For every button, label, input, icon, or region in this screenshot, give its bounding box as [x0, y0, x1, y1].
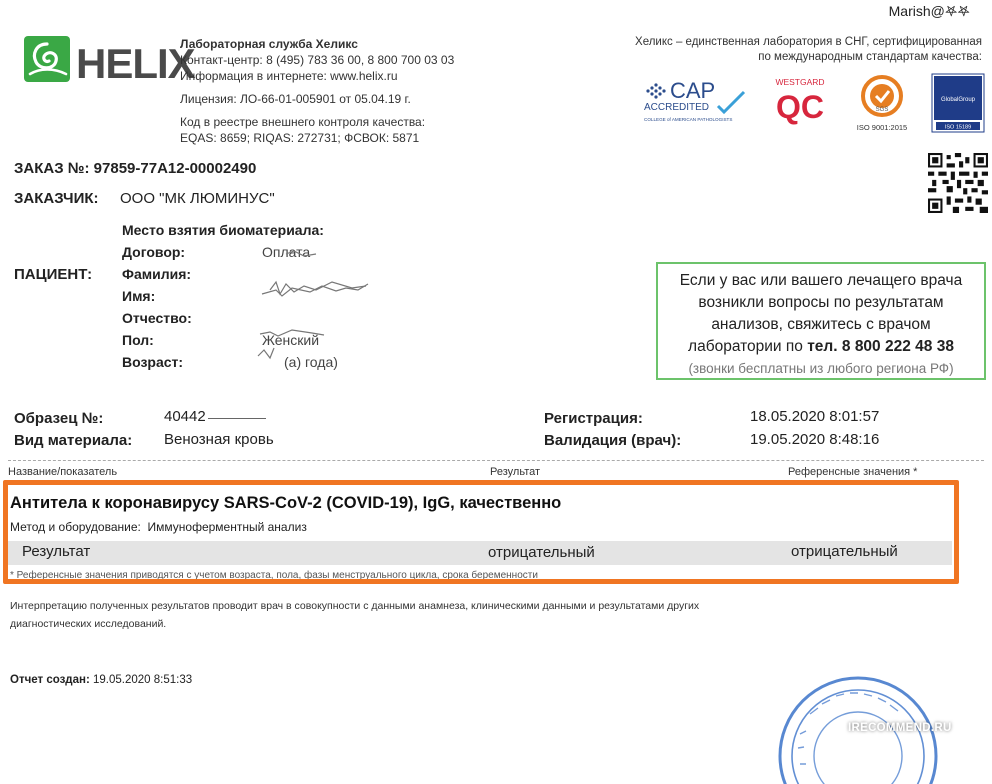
validation-label: Валидация (врач): — [544, 432, 682, 449]
lab-name: Лабораторная служба Хеликс — [180, 37, 358, 51]
svg-text:ISO 9001:2015: ISO 9001:2015 — [856, 123, 908, 132]
svg-text:SGS: SGS — [875, 107, 889, 113]
field-value: (а) года) — [284, 354, 338, 370]
field-label: Пол: — [122, 332, 154, 348]
cert-line-2: по международным стандартам качества: — [758, 51, 982, 63]
lab-registry-1: Код в реестре внешнего контроля качества: — [180, 115, 426, 129]
order-number — [14, 160, 256, 177]
report-label: Отчет создан: — [10, 674, 90, 686]
report-value: 19.05.2020 8:51:33 — [92, 674, 193, 686]
helix-logo — [24, 34, 195, 87]
column-header-reference: Референсные значения * — [788, 466, 918, 478]
lab-contact: Контакт-центр: 8 (495) 783 36 00, 8 800 700 03 03 — [180, 53, 455, 67]
sgs-iso-logo — [852, 74, 912, 134]
contact-phone[interactable]: тел. 8 800 222 48 38 — [807, 338, 954, 355]
interpretation-note: Интерпретацию полученных результатов проводит врач в совокупности с данными анамнеза, клиническими данными и результатами других диагностических исследований. — [10, 600, 700, 630]
helix-logo-text: HELIX — [76, 40, 195, 87]
test-title: Антитела к коронавирусу SARS-CoV-2 (COVID-19), IgG, качественно — [10, 494, 562, 512]
registration-value: 18.05.2020 8:01:57 — [750, 408, 880, 425]
svg-text:GlobalGroup: GlobalGroup — [940, 97, 976, 103]
recommend-watermark: IRECOMMEND.RU — [848, 722, 952, 734]
contact-info-box — [656, 262, 986, 380]
svg-text:ISO 15189: ISO 15189 — [944, 124, 972, 131]
certification-text — [635, 35, 982, 65]
svg-text:ACCREDITED: ACCREDITED — [644, 102, 710, 113]
column-header-name: Название/показатель — [8, 466, 118, 478]
lab-license: Лицензия: ЛО-66-01-005901 от 05.04.19 г. — [180, 92, 411, 106]
field-label: Отчество: — [122, 310, 192, 326]
result-reference: отрицательный — [791, 543, 898, 560]
footnote: * Референсные значения приводятся с учетом возраста, пола, фазы менструального цикла, срока беременности — [10, 570, 538, 581]
highlight-frame — [3, 480, 959, 584]
report-created — [10, 674, 192, 686]
validation-value: 19.05.2020 8:48:16 — [750, 431, 880, 448]
field-label: Договор: — [122, 244, 186, 260]
svg-text:WESTGARD: WESTGARD — [775, 77, 825, 87]
field-value: Оплата — [262, 244, 311, 260]
field-label: Возраст: — [122, 354, 184, 370]
westgard-qc-logo — [768, 76, 832, 124]
contact-line-2: возникли вопросы по результатам — [698, 294, 944, 311]
globalgroup-logo — [932, 74, 984, 132]
cap-accredited-logo — [644, 78, 748, 124]
order-value: 97859-77A12-00002490 — [93, 160, 257, 177]
cert-line-1: Хеликс – единственная лаборатория в СНГ, сертифицированная — [635, 36, 982, 48]
material-value: Венозная кровь — [164, 431, 274, 448]
svg-text:CAP: CAP — [670, 78, 716, 103]
customer-value: ООО "МК ЛЮМИНУС" — [120, 190, 275, 207]
order-label: ЗАКАЗ №: — [14, 160, 90, 177]
result-name: Результат — [22, 543, 91, 560]
sample-number: 40442 — [164, 408, 206, 425]
sample-number-label: Образец №: — [14, 410, 104, 427]
divider — [8, 460, 984, 461]
contact-line-5: (звонки бесплатны из любого региона РФ) — [688, 361, 954, 376]
column-header-result: Результат — [490, 466, 541, 478]
qr-code — [928, 153, 988, 213]
contact-line-1: Если у вас или вашего лечащего врача — [679, 272, 963, 289]
test-method: Метод и оборудование: Иммуноферментный анализ — [10, 520, 307, 534]
field-label: Место взятия биоматериала: — [122, 222, 324, 238]
redaction-line — [208, 418, 266, 419]
registration-label: Регистрация: — [544, 410, 643, 427]
lab-info — [180, 36, 454, 146]
customer-label: ЗАКАЗЧИК: — [14, 190, 99, 207]
redaction-scribbles — [256, 244, 396, 374]
field-value: Женский — [262, 332, 320, 348]
contact-line-4: лаборатории по тел. 8 800 222 48 38 — [688, 338, 954, 355]
field-label: Имя: — [122, 288, 156, 304]
material-label: Вид материала: — [14, 432, 133, 449]
field-label: Фамилия: — [122, 266, 192, 282]
lab-registry-2: EQAS: 8659; RIQAS: 272731; ФСВОК: 5871 — [180, 131, 420, 145]
lab-internet: Информация в интернете: www.helix.ru — [180, 69, 398, 83]
svg-text:COLLEGE of AMERICAN PATHOLOGIS: COLLEGE of AMERICAN PATHOLOGISTS — [644, 117, 733, 122]
user-watermark: Marish@𖤐𖤐 — [888, 3, 970, 19]
svg-text:QC: QC — [776, 89, 824, 125]
patient-label: ПАЦИЕНТ: — [14, 266, 93, 283]
contact-line-3: анализов, свяжитесь с врачом — [711, 316, 931, 333]
result-value: отрицательный — [488, 544, 595, 561]
